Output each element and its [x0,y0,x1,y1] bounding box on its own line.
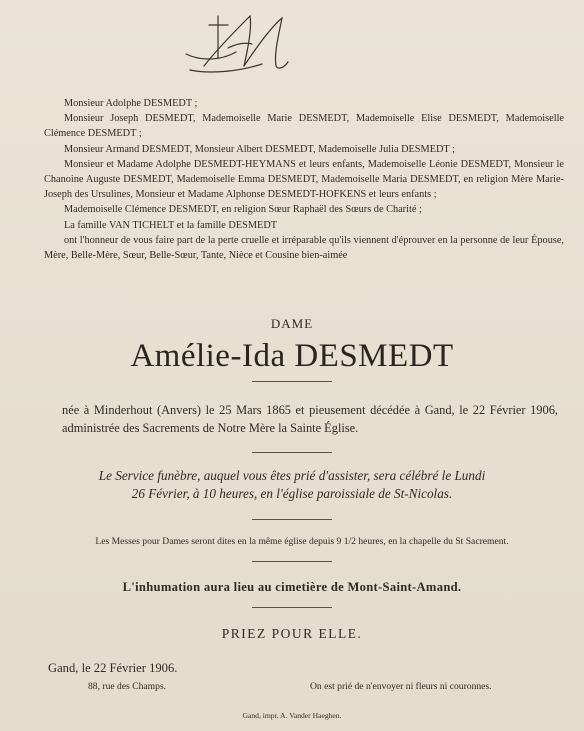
address: 88, rue des Champs. [88,681,167,692]
deceased-name: Amélie-Ida DESMEDT [130,338,454,374]
service-info [0,467,584,503]
divider [252,561,332,562]
divider [252,519,332,520]
mourner-line: Monsieur Adolphe DESMEDT ; [64,98,198,109]
no-flowers-note: On est prié de n'envoyer ni fleurs ni couronnes. [310,681,492,692]
divider [252,607,332,608]
mourner-list [44,96,564,263]
prayer-text: PRIEZ POUR ELLE. [221,626,363,641]
printer-imprint: Gand, impr. A. Vander Haeghen. [242,711,342,720]
place-date: Gand, le 22 Février 1906. [48,661,178,675]
mourner-line: Mademoiselle Clémence DESMEDT, en religion Sœur Raphaël des Sœurs de Charité ; [64,204,422,216]
divider [252,381,332,382]
mourner-line: Monsieur Armand DESMEDT, Monsieur Albert DESMEDT, Mademoiselle Julia DESMEDT ; [64,143,455,155]
mourner-line: La famille VAN TICHELT et la famille DESMEDT [64,219,278,231]
inhumation-text: L'inhumation aura lieu au cimetière de Mont-Saint-Amand. [122,580,462,594]
service-line: 26 Février, à 10 heures, en l'église paroissiale de St-Nicolas. [131,486,453,501]
birth-death-text: née à Minderhout (Anvers) le 25 Mars 1865 et pieusement décédée à Gand, le 22 Février 1906, administrée des Sacrements de Notre Mère la Sainte Église. [62,403,558,435]
mourner-line: Monsieur Joseph DESMEDT, Mademoiselle Marie DESMEDT, Mademoiselle Elise DESMEDT, Mademoiselle Clémence DESMEDT ; [44,113,564,140]
announcement-text: ont l'honneur de vous faire part de la perte cruelle et irréparable qu'ils viennent d'éprouver en la personne de leur Épouse, Mère, Belle-Mère, Sœur, Belle-Sœur, Tante, Nièce et Cousine bien-aimée [44,234,564,262]
masses-text: Les Messes pour Dames seront dites en la même église depuis 9 1/2 heures, en la chapelle du St Sacrement. [95,536,509,547]
service-line: Le Service funèbre, auquel vous êtes prié d'assister, sera célébré le Lundi [98,468,486,483]
title-dame: DAME [270,316,314,331]
mourner-line: Monsieur et Madame Adolphe DESMEDT-HEYMANS et leurs enfants, Mademoiselle Léonie DESMEDT, Monsieur le Chanoine Auguste DESMEDT, Mademoiselle Emma DESMEDT, Mademoiselle Maria DESMEDT, en religion Mère Marie-Joseph des Ursulines, Monsieur et Madame Alphonse DESMEDT-HOFKENS et leurs enfants ; [44,158,564,201]
cross-monogram-icon [178,8,298,80]
divider [252,452,332,453]
